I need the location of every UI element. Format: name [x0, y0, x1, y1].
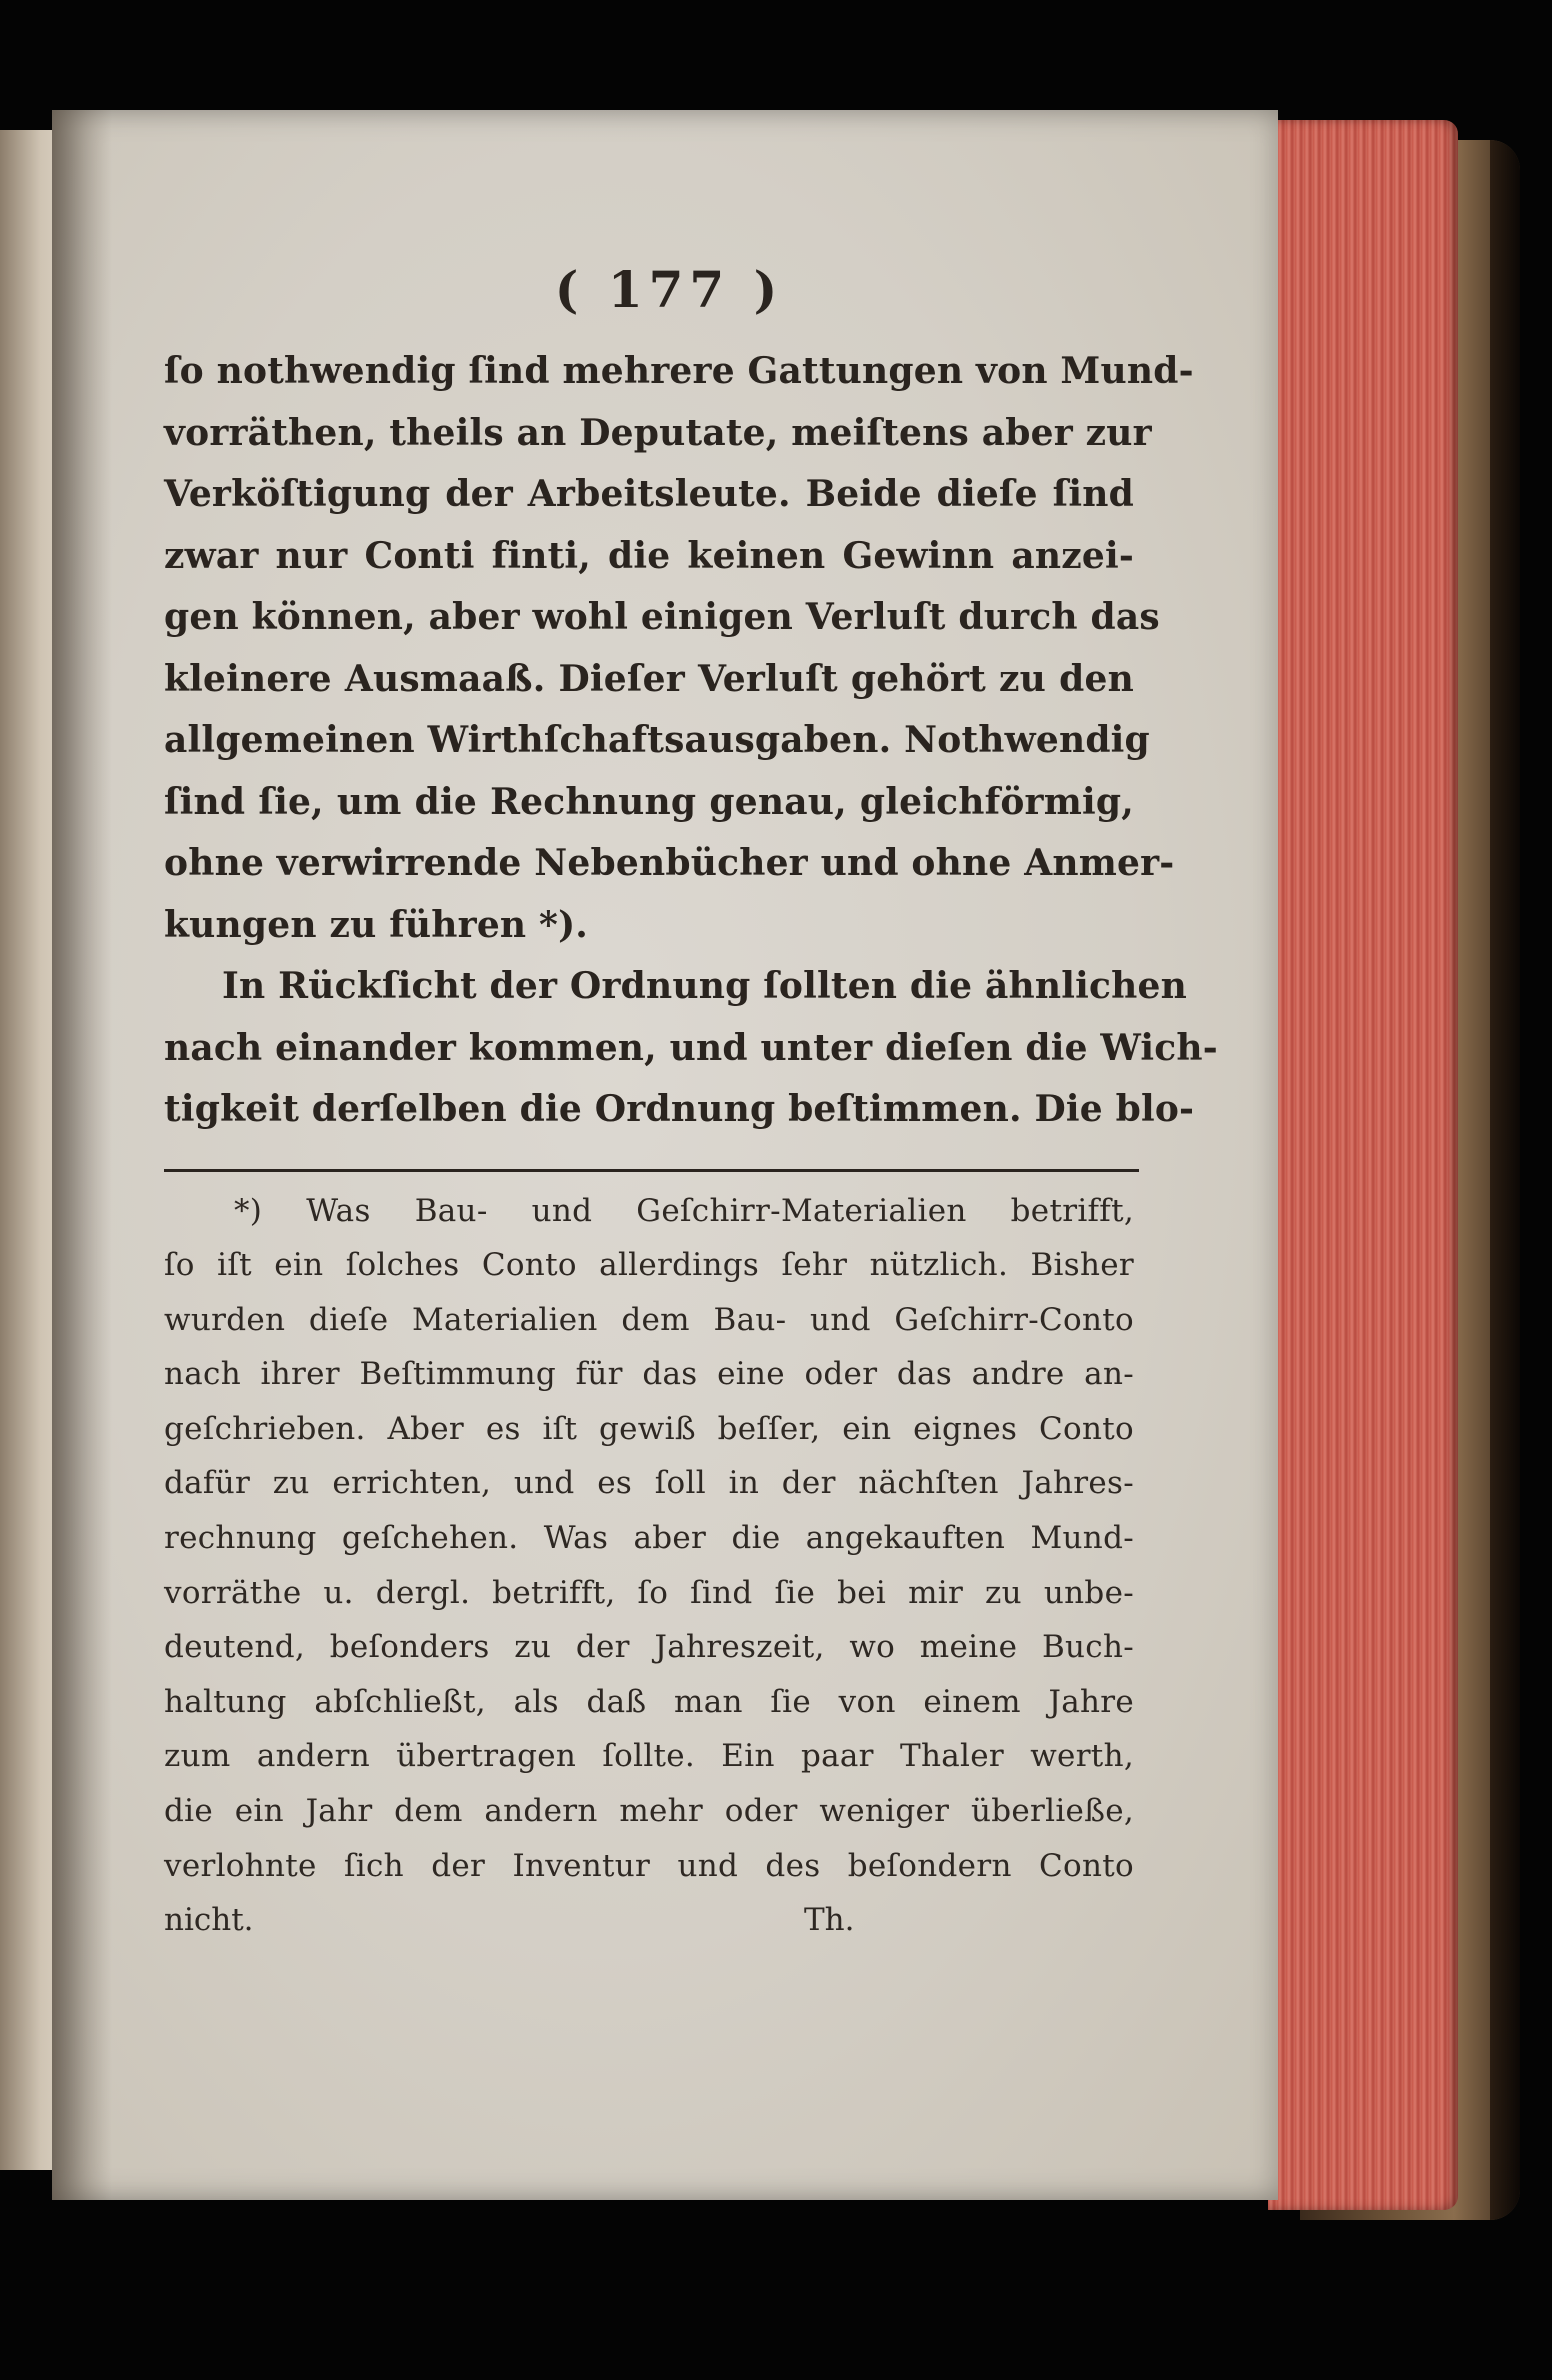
book-page	[52, 110, 1278, 2200]
footnote-line: ſo iſt ein ſolches Conto allerdings ſehr nützlich. Bisher	[164, 1247, 1134, 1284]
page-edges-red	[1268, 120, 1458, 2210]
body-line: zwar nur Conti finti, die keinen Gewinn anzei-	[164, 534, 1134, 577]
body-line: allgemeinen Wirthſchaftsausgaben. Nothwendig	[164, 719, 1150, 761]
body-line: ſo nothwendig ſind mehrere Gattungen von Mund-	[164, 350, 1194, 392]
page-content	[164, 260, 1218, 1948]
footnote-line: rechnung geſchehen. Was aber die angekauften Mund-	[164, 1520, 1134, 1557]
footnote-signature: Th.	[804, 1902, 855, 1939]
body-text	[164, 341, 1218, 1141]
body-line: In Rückſicht der Ordnung ſollten die ähnlichen	[222, 965, 1187, 1007]
footnote-line: vorräthe u. dergl. betrifft, ſo ſind ſie bei mir zu unbe-	[164, 1574, 1134, 1611]
body-line: ſind ſie, um die Rechnung genau, gleichförmig,	[164, 780, 1134, 823]
footnote-line: die ein Jahr dem andern mehr oder weniger überließe,	[164, 1793, 1134, 1830]
footnote-line: deutend, beſonders zu der Jahreszeit, wo meine Buch-	[164, 1629, 1134, 1666]
facing-page-sliver	[0, 130, 58, 2170]
footnote-end-word: nicht.	[164, 1902, 254, 1939]
body-line: vorräthen, theils an Deputate, meiſtens aber zur	[164, 411, 1152, 454]
footnote-line: haltung abſchließt, als daß man ſie von einem Jahre	[164, 1683, 1134, 1720]
body-line: gen können, aber wohl einigen Verluſt durch das	[164, 596, 1160, 638]
footnote-line: nach ihrer Beſtimmung für das eine oder das andre an-	[164, 1356, 1134, 1393]
gutter-shadow	[52, 110, 112, 2200]
footnote-rule	[164, 1169, 1139, 1172]
footnote-line: verlohnte ſich der Inventur und des beſondern Conto	[164, 1847, 1134, 1884]
footnote-line: *) Was Bau- und Geſchirr-Materialien betrifft,	[234, 1192, 1134, 1229]
body-line: Verköſtigung der Arbeitsleute. Beide dieſe ſind	[164, 473, 1134, 515]
footnote-line: dafür zu errichten, und es ſoll in der nächſten Jahres-	[164, 1465, 1134, 1502]
footnote-line: geſchrieben. Aber es iſt gewiß beſſer, ein eignes Conto	[164, 1410, 1134, 1447]
footnote-line: zum andern übertragen ſollte. Ein paar Thaler werth,	[164, 1738, 1134, 1775]
body-line: ohne verwirrende Nebenbücher und ohne Anmer-	[164, 842, 1175, 884]
footnote-last-line	[164, 1893, 1134, 1948]
body-line: kleinere Ausmaaß. Dieſer Verluſt gehört zu den	[164, 657, 1134, 700]
body-line: nach einander kommen, und unter dieſen die Wich-	[164, 1026, 1218, 1069]
body-line: kungen zu führen *).	[164, 903, 589, 946]
footnote	[164, 1184, 1134, 1948]
body-line: tigkeit derſelben die Ordnung beſtimmen. Die blo-	[164, 1088, 1195, 1130]
footnote-line: wurden dieſe Materialien dem Bau- und Geſchirr-Conto	[164, 1301, 1134, 1338]
page-number: ( 177 )	[554, 260, 784, 319]
